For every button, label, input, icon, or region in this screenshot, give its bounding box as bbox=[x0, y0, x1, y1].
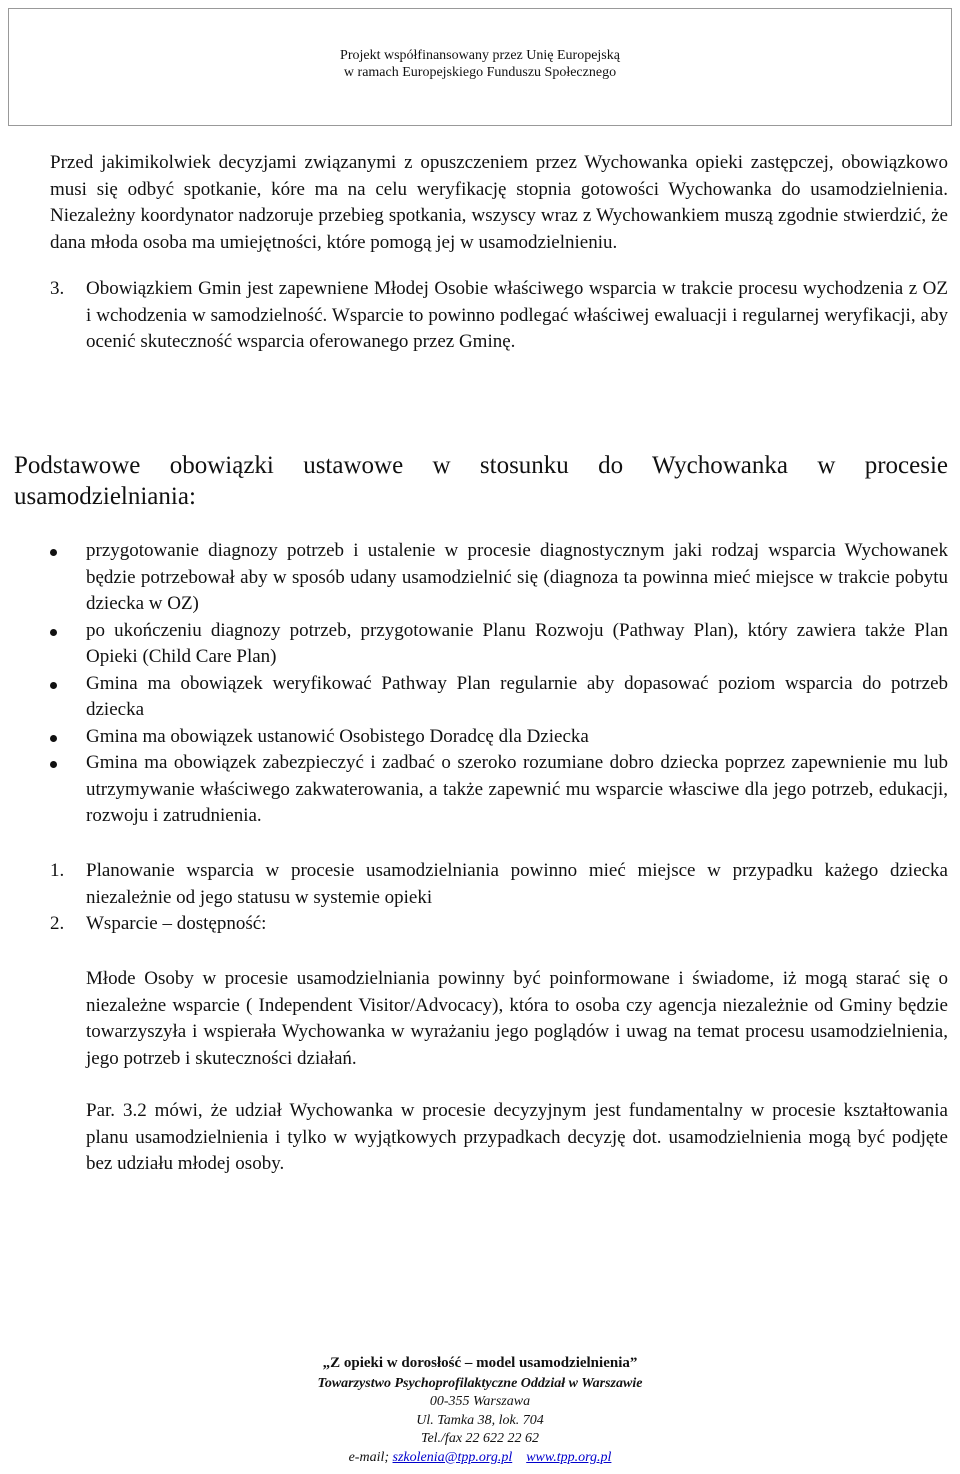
footer-organization: Towarzystwo Psychoprofilaktyczne Oddział w Warszawie bbox=[317, 1375, 643, 1391]
numbered-list bbox=[50, 858, 948, 938]
section-heading: Podstawowe obowiązki ustawowe w stosunku do Wychowanka w procesie usamodzielniania: bbox=[14, 452, 948, 510]
bullet-icon bbox=[50, 735, 57, 742]
numbered-item-number: 2. bbox=[50, 913, 65, 934]
footer-postal: 00-355 Warszawa bbox=[429, 1394, 531, 1409]
footer-contact bbox=[0, 1449, 960, 1468]
bullet-item bbox=[50, 750, 948, 830]
intro-paragraph: Przed jakimikolwiek decyzjami związanymi z opuszczeniem przez Wychowanka opieki zastępczej, obowiązkowo musi się odbyć spotkanie, kóre ma na celu weryfikację stopnia gotowości Wychowanka do usamodzielnienia. Niezależny koordynator nadzoruje przebieg spotkania, wszyscy wraz z Wychowankiem muszą zgodnie stwierdzić, że dana młoda osoba ma umiejętności, które pomogą jej w usamodzielnieniu. bbox=[50, 152, 948, 253]
footer-phone: Tel./fax 22 622 22 62 bbox=[420, 1431, 540, 1446]
header-line-2: w ramach Europejskiego Funduszu Społecznego bbox=[343, 65, 617, 80]
bullet-text: Gmina ma obowiązek weryfikować Pathway Plan regularnie aby dopasować poziom wsparcia do potrzeb dziecka bbox=[86, 672, 948, 720]
bullet-item bbox=[50, 671, 948, 724]
footer-email-link[interactable]: szkolenia@tpp.org.pl bbox=[392, 1449, 513, 1465]
bullet-text: Gmina ma obowiązek ustanowić Osobistego Doradcę dla Dziecka bbox=[86, 725, 589, 747]
intro-section bbox=[50, 150, 948, 356]
bullet-icon bbox=[50, 549, 57, 556]
bullet-text: przygotowanie diagnozy potrzeb i ustalenie w procesie diagnostycznym jaki rodzaj wsparcia Wychowanek będzie potrzebował aby w sposób udany usamodzielnić się (diagnoza ta powinna mieć miejsce w trakcie pobytu dziecka w OZ) bbox=[86, 540, 948, 614]
numbered-item bbox=[50, 858, 948, 911]
numbered-item-text: Planowanie wsparcia w procesie usamodzielniania powinno mieć miejsce w przypadku każego dziecka niezależnie od jego statusu w systemie opieki bbox=[86, 860, 948, 908]
bullet-text: Gmina ma obowiązek zabezpieczyć i zadbać o szeroko rozumiane dobro dziecka poprzez zapewnienie mu lub utrzymywanie właściwego zakwaterowania, a także zapewnić mu wsparcie własciwe dla jego potrzeb, edukacji, rozwoju i zatrudnienia. bbox=[86, 752, 948, 826]
point-3-number: 3. bbox=[50, 278, 65, 299]
support-details bbox=[86, 966, 948, 1178]
bullet-item bbox=[50, 538, 948, 618]
advocacy-paragraph: Młode Osoby w procesie usamodzielniania powinny być poinformowane i świadome, iż mogą starać się o niezależne wsparcie ( Independent Visitor/Advocacy), która to osoba czy agencja niezależnie od Gminy będzie towarzyszyła i wspierała Wychowanka w wyrażaniu jego poglądów i uwag na temat procesu usamodzielnienia, jego potrzeb i skuteczności działań. bbox=[86, 968, 948, 1069]
footer-email-label: e-mail; bbox=[348, 1449, 390, 1465]
bullet-text: po ukończeniu diagnozy potrzeb, przygotowanie Planu Rozwoju (Pathway Plan), który zawiera także Plan Opieki (Child Care Plan) bbox=[86, 619, 948, 667]
paragraph-3-2: Par. 3.2 mówi, że udział Wychowanka w procesie decyzyjnym jest fundamentalny w procesie kształtowania planu usamodzielnienia i tylko w wyjątkowych przypadkach decyzję dot. usamodzielnienia mogą być podjęte bez udziału młodej osoby. bbox=[86, 1100, 948, 1174]
numbered-item bbox=[50, 911, 948, 938]
bullet-icon bbox=[50, 629, 57, 636]
footer-street: Ul. Tamka 38, lok. 704 bbox=[416, 1412, 544, 1428]
bullet-item bbox=[50, 618, 948, 671]
page-footer bbox=[0, 1354, 960, 1467]
bullet-icon bbox=[50, 682, 57, 689]
footer-website-link[interactable]: www.tpp.org.pl bbox=[526, 1449, 612, 1465]
footer-project-title: „Z opieki w dorosłość – model usamodzielnienia” bbox=[322, 1355, 638, 1371]
header-line-1: Projekt współfinansowany przez Unię Europejską bbox=[340, 48, 620, 63]
numbered-item-number: 1. bbox=[50, 860, 65, 881]
duties-bullet-list bbox=[50, 538, 948, 830]
point-3-text: Obowiązkiem Gmin jest zapewniene Młodej Osobie właściwego wsparcia w trakcie procesu wychodzenia z OZ i wchodzenia w samodzielność. Wsparcie to powinno podlegać właściwej ewaluacji i regularnej weryfikacji, aby ocenić skuteczność wsparcia oferowanego przez Gminę. bbox=[86, 278, 948, 352]
bullet-item bbox=[50, 724, 948, 751]
point-3-paragraph bbox=[50, 276, 948, 356]
page-header bbox=[8, 8, 952, 126]
bullet-icon bbox=[50, 761, 57, 768]
numbered-item-text: Wsparcie – dostępność: bbox=[86, 913, 267, 934]
